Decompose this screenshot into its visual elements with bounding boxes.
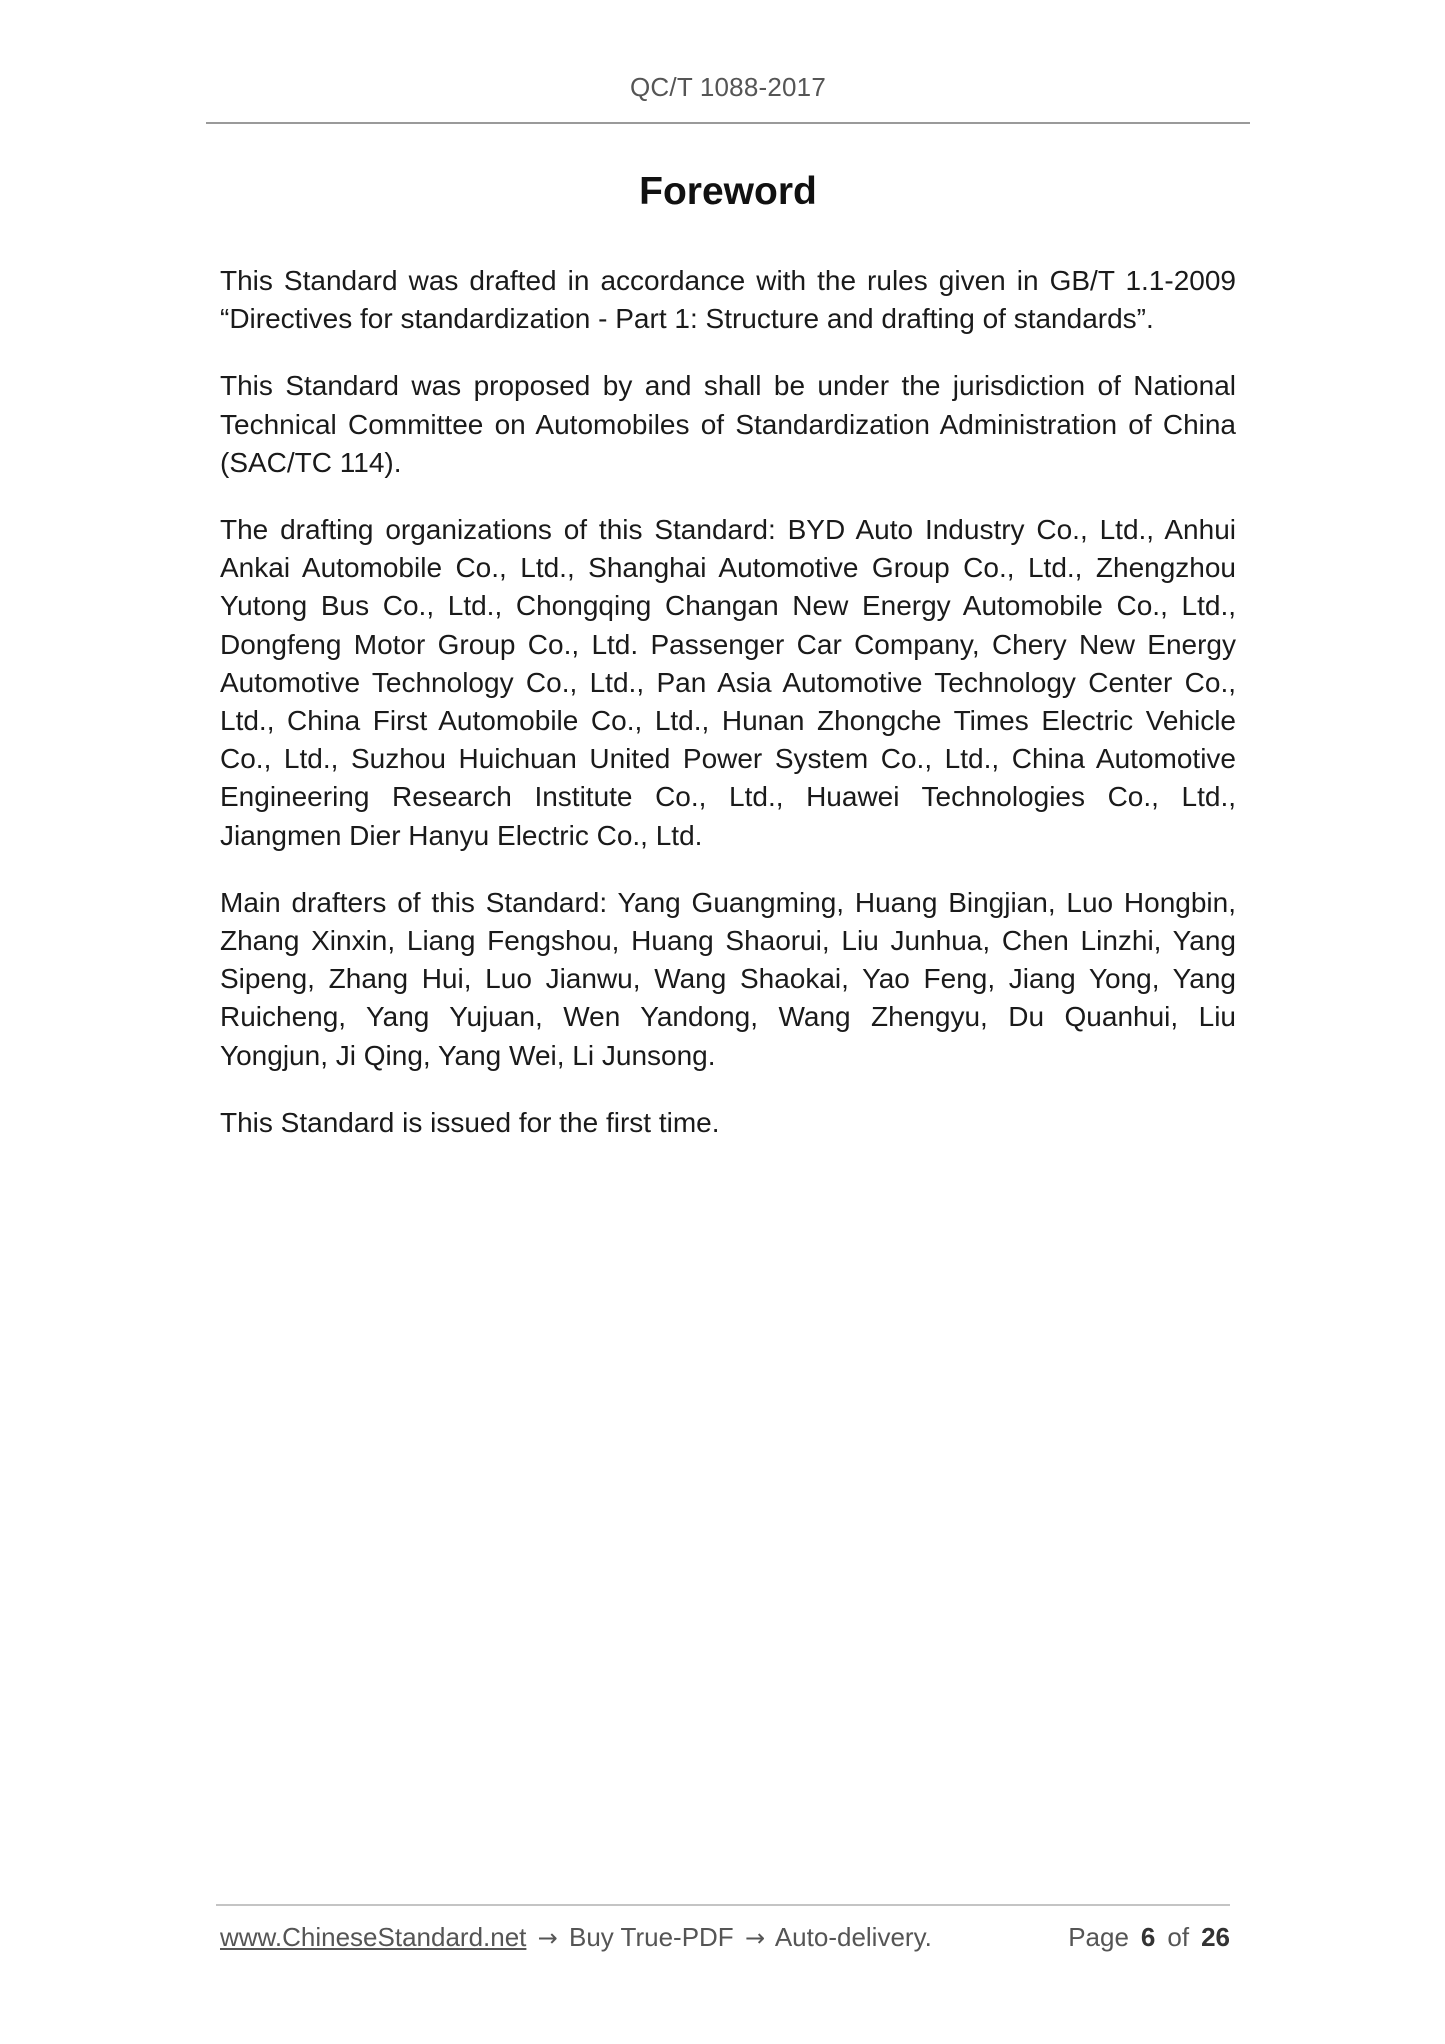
page-footer [220, 1922, 1230, 1962]
website-link[interactable]: www.ChineseStandard.net [220, 1922, 527, 1952]
paragraph-drafting-organizations: The drafting organizations of this Standard: BYD Auto Industry Co., Ltd., Anhui Ankai Automobile Co., Ltd., Shanghai Automotive Group Co., Ltd., Zhengzhou Yutong Bus Co., Ltd., Chongqing Changan New Energy Automobile Co., Ltd., Dongfeng Motor Group Co., Ltd. Passenger Car Company, Chery New Energy Automotive Technology Co., Ltd., Pan Asia Automotive Technology Center Co., Ltd., China First Automobile Co., Ltd., Hunan Zhongche Times Electric Vehicle Co., Ltd., Suzhou Huichuan United Power System Co., Ltd., China Automotive Engineering Research Institute Co., Ltd., Huawei Technologies Co., Ltd., Jiangmen Dier Hanyu Electric Co., Ltd. [220, 514, 1236, 851]
foreword-body [220, 262, 1236, 1171]
page-number [1068, 1922, 1230, 1953]
footer-promo [220, 1922, 932, 1953]
page-current: 6 [1140, 1922, 1156, 1952]
paragraph-drafting-rules: This Standard was drafted in accordance with the rules given in GB/T 1.1-2009 “Directives for standardization - Part 1: Structure and drafting of standards”. [220, 265, 1236, 335]
page-total: 26 [1201, 1922, 1230, 1952]
page-of-label: of [1167, 1922, 1190, 1952]
paragraph-jurisdiction: This Standard was proposed by and shall be under the jurisdiction of National Technical Committee on Automobiles of Standardization Administration of China (SAC/TC 114). [220, 370, 1236, 478]
footer-divider [216, 1904, 1230, 1906]
page-label: Page [1068, 1922, 1129, 1952]
header-divider [206, 122, 1250, 124]
page-title: Foreword [639, 170, 817, 213]
paragraph-main-drafters: Main drafters of this Standard: Yang Guangming, Huang Bingjian, Luo Hongbin, Zhang Xinxin, Liang Fengshou, Huang Shaorui, Liu Junhua, Chen Linzhi, Yang Sipeng, Zhang Hui, Luo Jianwu, Wang Shaokai, Yao Feng, Jiang Yong, Yang Ruicheng, Yang Yujuan, Wen Yandong, Wang Zhengyu, Du Quanhui, Liu Yongjun, Ji Qing, Yang Wei, Li Junsong. [220, 886, 1236, 1071]
buy-true-pdf-text: Buy True-PDF [568, 1922, 734, 1952]
paragraph-first-issue: This Standard is issued for the first time. [220, 1106, 720, 1138]
auto-delivery-text: Auto-delivery. [774, 1922, 932, 1952]
document-code-header: QC/T 1088-2017 [630, 72, 826, 102]
arrow-right-icon: → [744, 1924, 766, 1952]
arrow-right-icon: → [537, 1924, 558, 1952]
